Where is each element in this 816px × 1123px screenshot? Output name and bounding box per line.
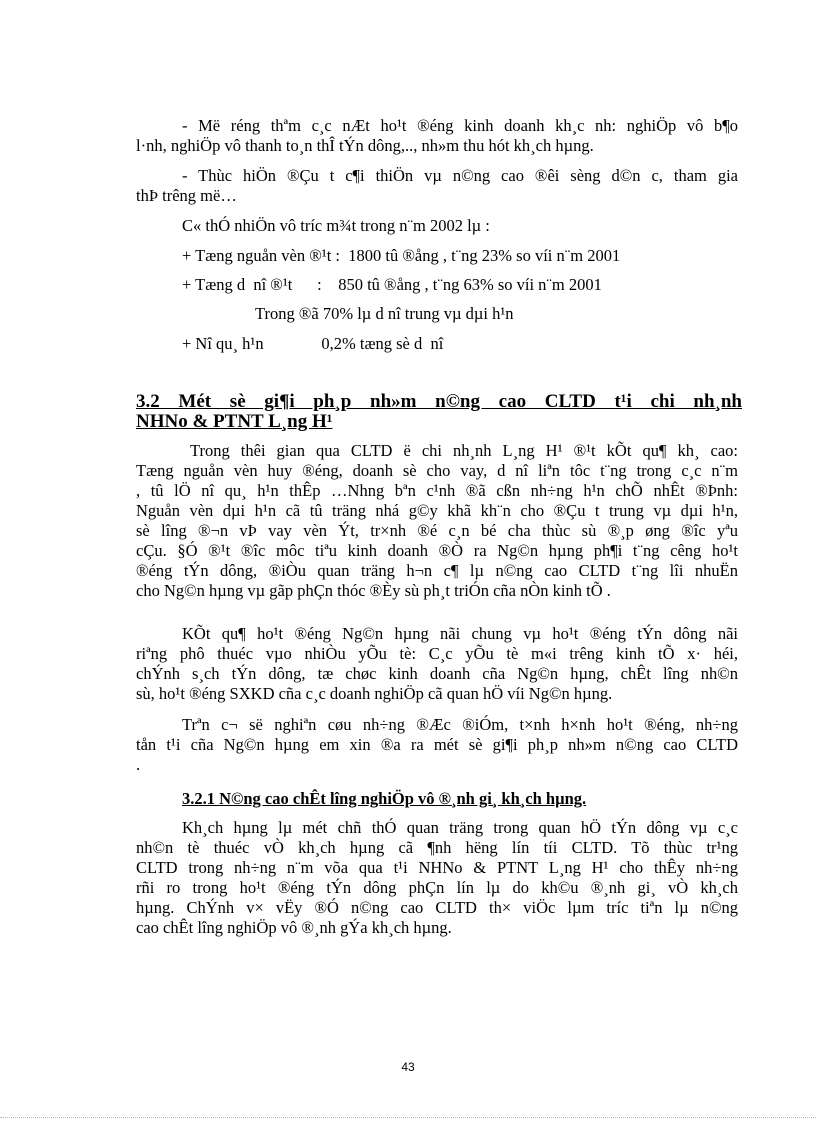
paragraph-line: sè lîng ®¬n vÞ vay vèn Ýt, tr×nh ®é c¸n bé cha thùc sù ®¸p øng ®îc yªu xyxy=(136,521,738,540)
page-break-dotted-line xyxy=(0,1117,816,1118)
paragraph-line: . xyxy=(136,755,141,774)
paragraph-line: Trong thêi gian qua CLTD ë chi nh¸nh L¸ng H¹ ®¹t kÕt qu¶ kh¸ cao: xyxy=(190,441,738,460)
body-line: + Tæng d nî ®¹t : 850 tû ®ång , t¨ng 63% so víi n¨m 2001 xyxy=(182,275,602,294)
paragraph-line: chÝnh s¸ch tÝn dông, tæ chøc kinh doanh cña Ng©n hµng, chÊt lîng nh©n xyxy=(136,664,738,683)
paragraph-line: Tæng nguån vèn huy ®éng, doanh sè cho vay, d nî liªn tôc t¨ng trong c¸c n¨m xyxy=(136,461,738,480)
body-line: - Më réng thªm c¸c nÆt ho¹t ®éng kinh doanh kh¸c nh: nghiÖp vô b¶o xyxy=(182,116,738,135)
section-heading-3-2-line1: 3.2 Mét sè gi¶i ph¸p nh»m n©ng cao CLTD t¹i chi nh¸nh xyxy=(136,391,742,412)
paragraph-line: riªng phô thuéc vµo nhiÒu yÕu tè: C¸c yÕu tè m«i trêng kinh tÕ x· héi, xyxy=(136,644,738,663)
paragraph-line: Nguån vèn dµi h¹n cã tû träng nhá g©y khã kh¨n cho ®Çu t trung vµ dµi h¹n, xyxy=(136,501,738,520)
paragraph-line: Trªn c¬ së nghiªn cøu nh÷ng ®Æc ®iÓm, t×nh h×nh ho¹t ®éng, nh÷ng xyxy=(182,715,738,734)
section-heading-3-2-line2: NHNo & PTNT L¸ng H¹ xyxy=(136,411,333,432)
body-line: + Nî qu¸ h¹n 0,2% tæng sè d nî xyxy=(182,334,444,353)
paragraph-line: tån t¹i cña Ng©n hµng em xin ®a ra mét sè gi¶i ph¸p nh»m n©ng cao CLTD xyxy=(136,735,738,754)
paragraph-line: cÇu. §Ó ®¹t ®îc môc tiªu kinh doanh ®Ò ra Ng©n hµng ph¶i t¨ng cêng ho¹t xyxy=(136,541,738,560)
body-line: Trong ®ã 70% lµ d nî trung vµ dµi h¹n xyxy=(255,304,514,323)
paragraph-line: cao chÊt lîng nghiÖp vô ®¸nh gÝa kh¸ch hµng. xyxy=(136,918,452,937)
subsection-heading-3-2-1: 3.2.1 N©ng cao chÊt lîng nghiÖp vô ®¸nh gi¸ kh¸ch hµng. xyxy=(182,789,587,808)
paragraph-line: , tû lÖ nî qu¸ h¹n thÊp …Nhng bªn c¹nh ®ã cßn nh÷ng h¹n chÕ nhÊt ®Þnh: xyxy=(136,481,738,500)
paragraph-line: Kh¸ch hµng lµ mét chñ thÓ quan träng trong quan hÖ tÝn dông vµ c¸c xyxy=(182,818,738,837)
paragraph-line: rñi ro trong ho¹t ®éng tÝn dông phÇn lín lµ do kh©u ®¸nh gi¸ vÒ kh¸ch xyxy=(136,878,738,897)
paragraph-line: ®éng tÝn dông, ®iÒu quan träng h¬n c¶ lµ n©ng cao CLTD t¨ng lîi nhuËn xyxy=(136,561,738,580)
paragraph-line: KÕt qu¶ ho¹t ®éng Ng©n hµng nãi chung vµ ho¹t ®éng tÝn dông nãi xyxy=(182,624,738,643)
body-line: thÞ trêng më… xyxy=(136,186,237,205)
paragraph-line: hµng. ChÝnh v× vËy ®Ó n©ng cao CLTD th× viÖc lµm tríc tiªn lµ n©ng xyxy=(136,898,738,917)
paragraph-line: CLTD trong nh÷ng n¨m võa qua t¹i NHNo & PTNT L¸ng H¹ cho thÊy nh÷ng xyxy=(136,858,738,877)
paragraph-line: nh©n tè thuéc vÒ kh¸ch hµng cã ¶nh hëng lín tíi CLTD. Tõ thùc tr¹ng xyxy=(136,838,738,857)
body-line: l·nh, nghiÖp vô thanh to¸n thÎ tÝn dông,.., nh»m thu hót kh¸ch hµng. xyxy=(136,136,594,155)
paragraph-line: cho Ng©n hµng vµ gãp phÇn thóc ®Èy sù ph¸t triÓn cña nÒn kinh tÕ . xyxy=(136,581,611,600)
body-line: C« thÓ nhiÖn vô tríc m¾t trong n¨m 2002 lµ : xyxy=(182,216,490,235)
paragraph-line: sù, ho¹t ®éng SXKD cña c¸c doanh nghiÖp cã quan hÖ víi Ng©n hµng. xyxy=(136,684,613,703)
body-line: - Thùc hiÖn ®Çu t c¶i thiÖn vµ n©ng cao ®êi sèng d©n c, tham gia xyxy=(182,166,738,185)
body-line: + Tæng nguån vèn ®¹t : 1800 tû ®ång , t¨ng 23% so víi n¨m 2001 xyxy=(182,246,621,265)
page-number: 43 xyxy=(401,1060,415,1074)
